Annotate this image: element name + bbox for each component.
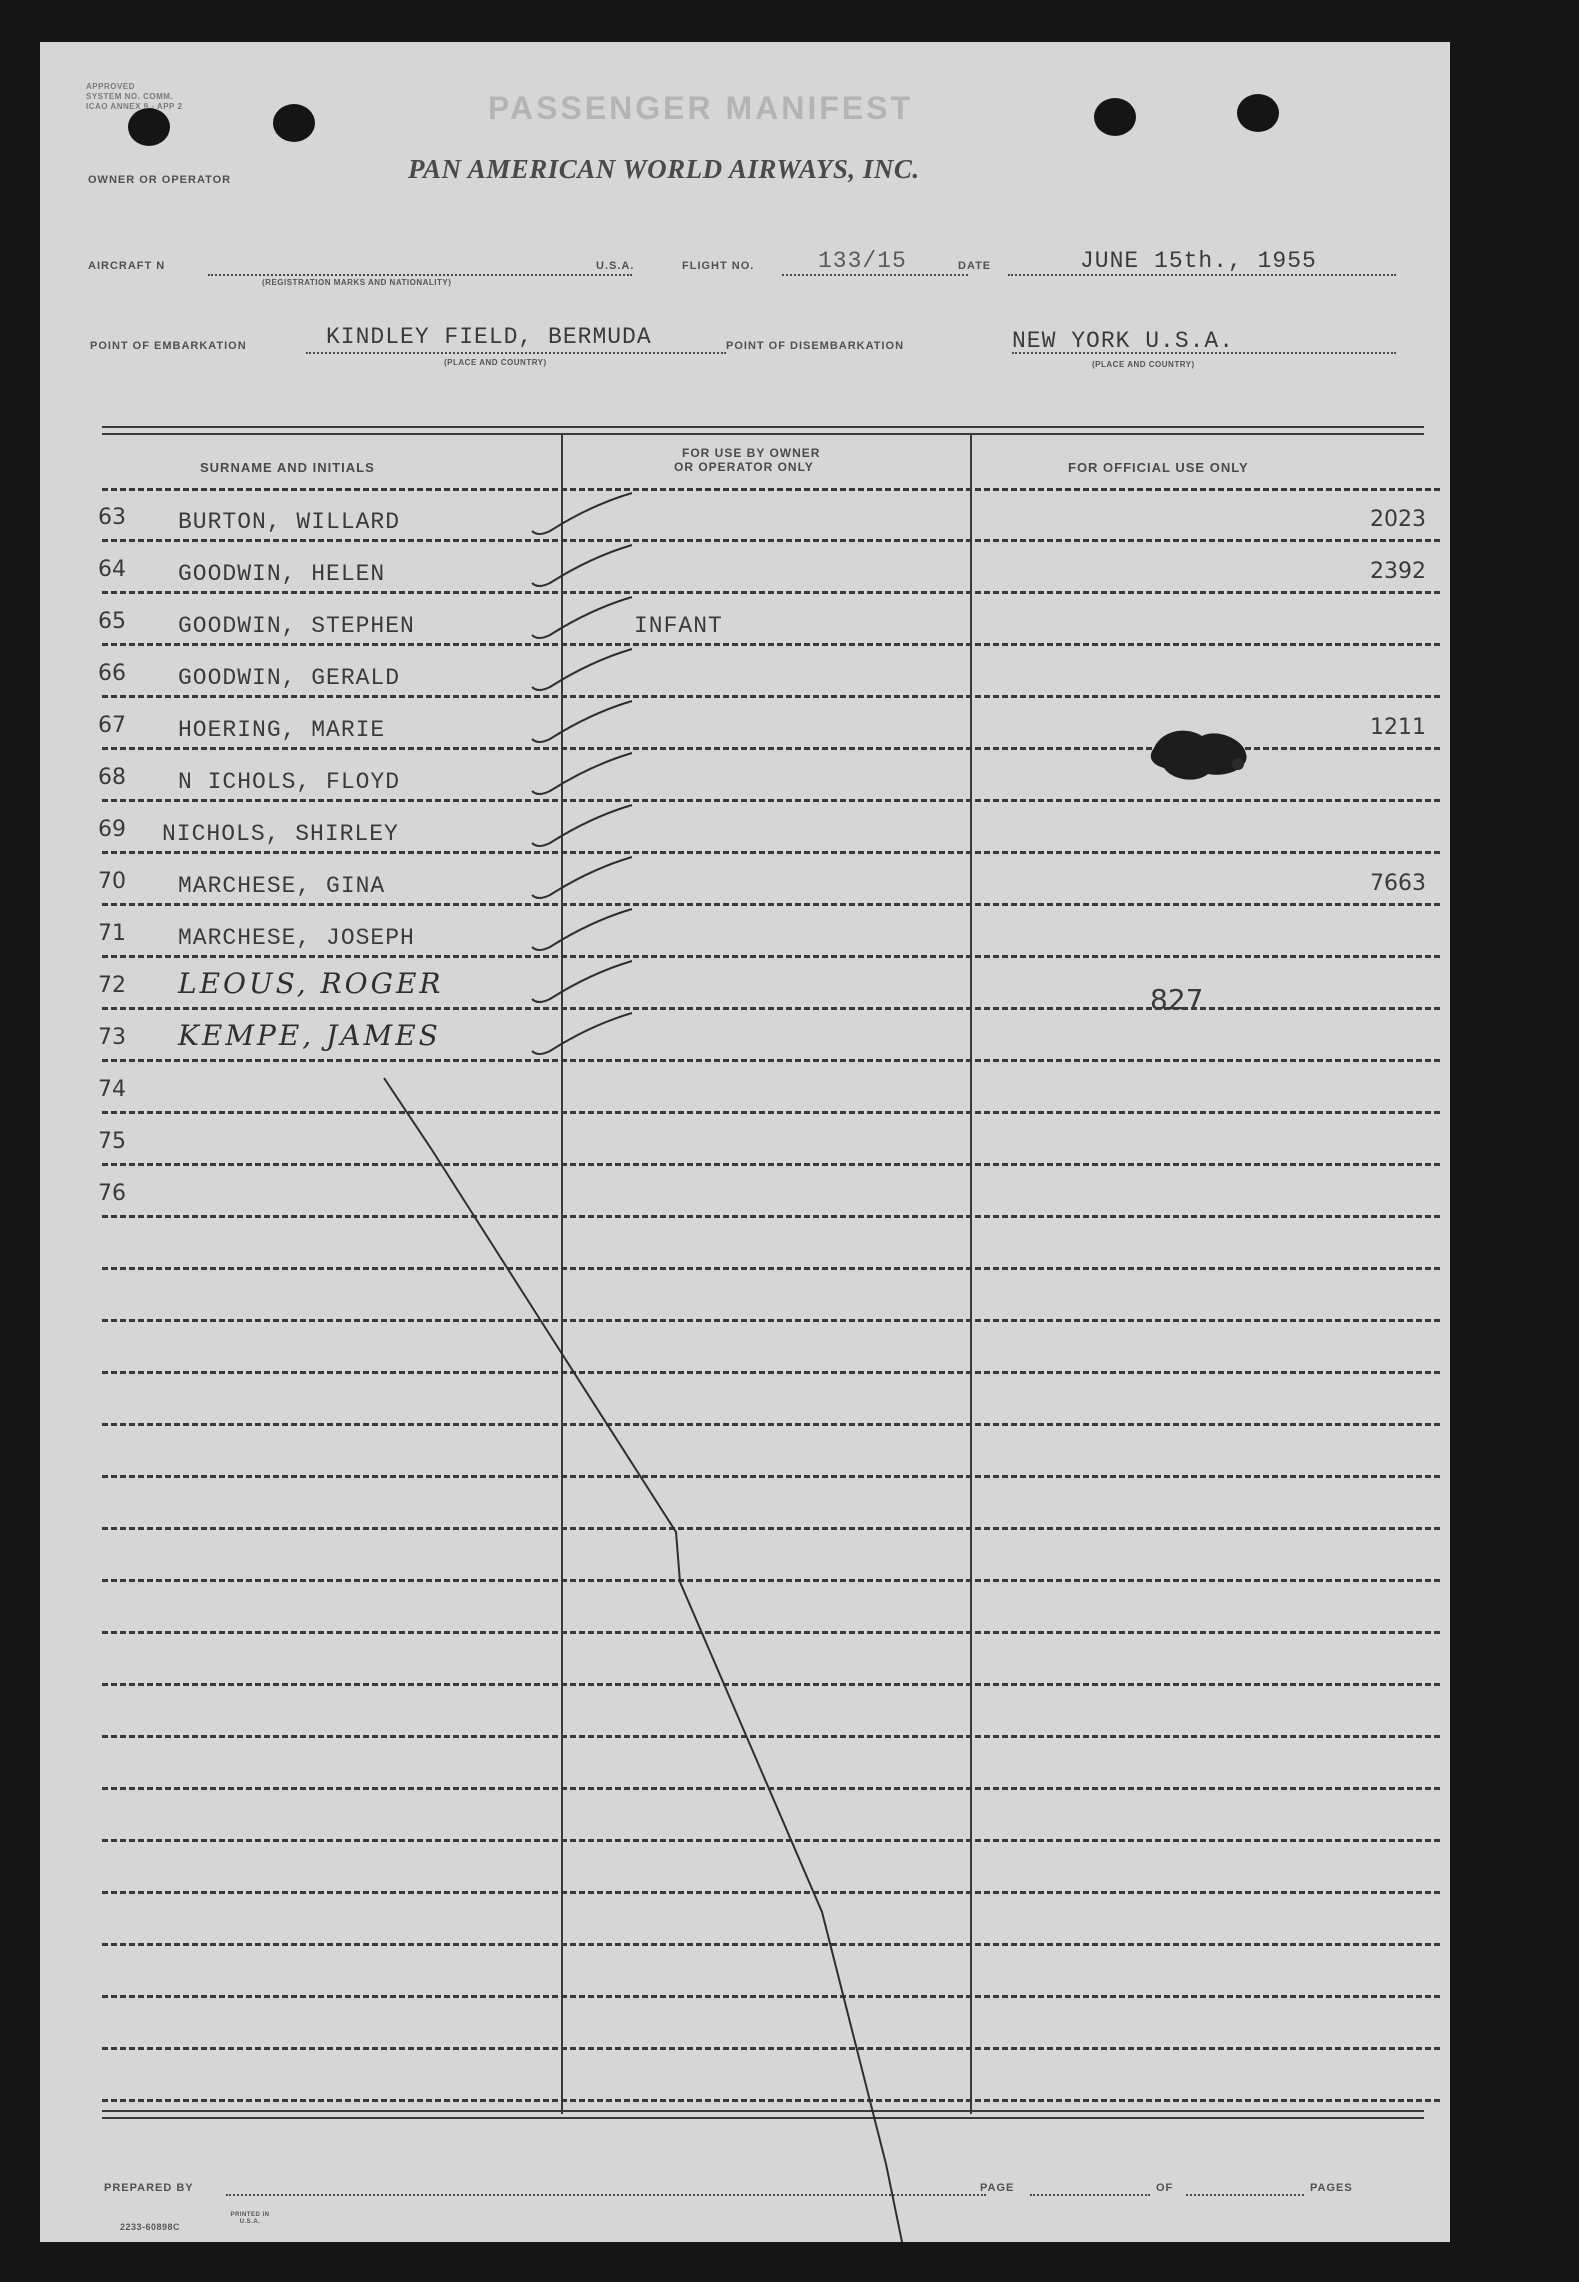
form-code: 2233-60898C (120, 2222, 181, 2232)
printed-stamp: PRINTED IN U.S.A. (230, 2212, 270, 2225)
approval-stamp-line-2: SYSTEM NO. COMM. (86, 92, 174, 101)
passenger-name: LEOUS, ROGER (178, 967, 444, 1000)
row-number: 75 (98, 1129, 126, 1154)
pen-stroke-line (40, 42, 1450, 2242)
date-label: DATE (958, 260, 992, 272)
embarkation-place: KINDLEY FIELD, BERMUDA (326, 324, 652, 350)
row-number: 71 (98, 921, 126, 946)
of-label: OF (1156, 2182, 1174, 2194)
page-label: PAGE (980, 2182, 1015, 2194)
owner-label: OWNER OR OPERATOR (88, 174, 232, 186)
aircraft-label: AIRCRAFT N (88, 260, 166, 272)
passenger-name: N ICHOLS, FLOYD (178, 769, 401, 795)
operator-note: INFANT (634, 613, 723, 639)
row-number: 76 (98, 1181, 126, 1206)
disembarkation-place: NEW YORK U.S.A. (1012, 328, 1235, 354)
disembarkation-note: (PLACE AND COUNTRY) (1092, 360, 1195, 369)
official-code: 2392 (1370, 559, 1426, 584)
flight-date: JUNE 15th., 1955 (1080, 248, 1317, 274)
row-number: 69 (98, 817, 126, 842)
row-number: 63 (98, 505, 126, 530)
row-number: 73 (98, 1025, 126, 1050)
row-number: 66 (98, 661, 126, 686)
column-header-official: FOR OFFICIAL USE ONLY (1068, 460, 1249, 475)
row-number: 74 (98, 1077, 126, 1102)
pages-label: PAGES (1310, 2182, 1353, 2194)
row-number: 72 (98, 973, 126, 998)
passenger-name: HOERING, MARIE (178, 717, 386, 743)
row-number: 64 (98, 557, 126, 582)
passenger-name: GOODWIN, STEPHEN (178, 613, 415, 639)
column-header-surname: SURNAME AND INITIALS (200, 460, 375, 475)
passenger-name: GOODWIN, GERALD (178, 665, 401, 691)
passenger-name: MARCHESE, GINA (178, 873, 386, 899)
flight-number: 133/15 (818, 248, 907, 274)
passenger-name: MARCHESE, JOSEPH (178, 925, 415, 951)
embarkation-note: (PLACE AND COUNTRY) (444, 358, 547, 367)
of-field-line (1186, 2194, 1304, 2196)
official-code: 2023 (1370, 507, 1426, 532)
embarkation-label: POINT OF EMBARKATION (90, 340, 247, 352)
disembarkation-label: POINT OF DISEMBARKATION (726, 340, 905, 352)
prepared-label: PREPARED BY (104, 2182, 194, 2194)
passenger-name: KEMPE, JAMES (178, 1019, 441, 1052)
row-number: 68 (98, 765, 126, 790)
page-title: PASSENGER MANIFEST (488, 90, 913, 126)
official-code: 1211 (1370, 715, 1426, 740)
registration-note: (REGISTRATION MARKS AND NATIONALITY) (262, 278, 452, 287)
row-number: 70 (98, 869, 126, 894)
passenger-name: BURTON, WILLARD (178, 509, 401, 535)
passenger-name: GOODWIN, HELEN (178, 561, 386, 587)
manifest-sheet (40, 42, 1450, 2242)
page-field-line (1030, 2194, 1150, 2196)
column-header-owner-line-1: FOR USE BY OWNER (682, 446, 821, 460)
approval-stamp-line-3: ICAO ANNEX 9 - APP 2 (86, 102, 183, 111)
flight-label: FLIGHT NO. (682, 260, 755, 272)
row-number: 65 (98, 609, 126, 634)
company-name: PAN AMERICAN WORLD AIRWAYS, INC. (408, 154, 920, 184)
prepared-field-line (226, 2194, 986, 2196)
column-header-owner-line-2: OR OPERATOR ONLY (674, 460, 814, 474)
official-code: 7663 (1370, 871, 1426, 896)
approval-stamp-line-1: APPROVED (86, 82, 135, 91)
row-number: 67 (98, 713, 126, 738)
passenger-name: NICHOLS, SHIRLEY (162, 821, 399, 847)
usa-label: U.S.A. (596, 260, 635, 272)
official-code: 827 (1150, 983, 1204, 1016)
